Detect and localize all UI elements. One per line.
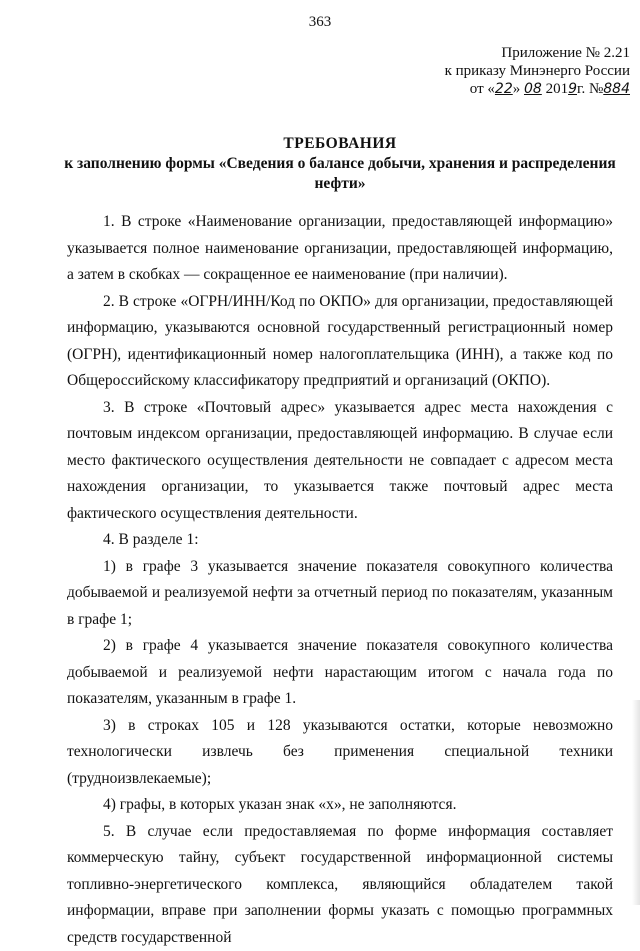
paragraph-5: 5. В случае если предоставляемая по форме информация составляет коммерческую тайну, субъект государственной информационной системы топливно-энергетического комплекса, являющийся обладателем такой информации, вправе при заполнении формы указать с помощью программных средств государственной bbox=[67, 819, 613, 951]
title-heading: ТРЕБОВАНИЯ bbox=[60, 134, 620, 154]
handwritten-month: 08 bbox=[524, 81, 542, 97]
appendix-line-1: Приложение № 2.21 bbox=[380, 44, 630, 62]
scan-edge-shadow bbox=[632, 700, 640, 905]
paragraph-2: 2. В строке «ОГРН/ИНН/Код по ОКПО» для организации, предоставляющей информацию, указываются основной государственный регистрационный номер (ОГРН), идентификационный номер налогоплательщика (ИНН), а также код по Общероссийскому классификатору предприятий и организаций (ОКПО). bbox=[67, 289, 613, 395]
appendix-header bbox=[380, 44, 630, 98]
document-body bbox=[67, 209, 613, 951]
title-subtitle: к заполнению формы «Сведения о балансе добычи, хранения и распределения нефти» bbox=[60, 154, 620, 194]
date-prefix: от « bbox=[470, 81, 495, 97]
paragraph-4-item-4: 4) графы, в которых указан знак «х», не заполняются. bbox=[67, 792, 613, 819]
paragraph-4-item-1: 1) в графе 3 указывается значение показателя совокупного количества добываемой и реализуемой нефти за отчетный период по показателям, указанным в графе 1; bbox=[67, 554, 613, 634]
appendix-line-2: к приказу Минэнерго России bbox=[380, 62, 630, 80]
paragraph-4: 4. В разделе 1: bbox=[67, 527, 613, 554]
handwritten-day: 22 bbox=[495, 81, 513, 97]
year-prefix: 201 bbox=[546, 81, 569, 97]
handwritten-year-digit: 9 bbox=[568, 81, 577, 97]
paragraph-1: 1. В строке «Наименование организации, предоставляющей информацию» указывается полное наименование организации, предоставляющей информацию, а затем в скобках — сокращенное ее наименование (при наличии). bbox=[67, 209, 613, 289]
paragraph-4-item-3: 3) в строках 105 и 128 указываются остатки, которые невозможно технологически извлечь без применения специальной техники (трудноизвлекаемые); bbox=[67, 713, 613, 793]
year-suffix: г. № bbox=[577, 81, 603, 97]
handwritten-order-number: 884 bbox=[603, 81, 630, 97]
appendix-date-line bbox=[380, 80, 630, 98]
paragraph-3: 3. В строке «Почтовый адрес» указывается адрес места нахождения с почтовым индексом организации, предоставляющей информацию. В случае если место фактического осуществления деятельности не совпадает с адресом места нахождения организации, то указывается также почтовый адрес места фактического осуществления деятельности. bbox=[67, 395, 613, 528]
date-mid: » bbox=[513, 81, 521, 97]
page-number: 363 bbox=[0, 14, 640, 31]
paragraph-4-item-2: 2) в графе 4 указывается значение показателя совокупного количества добываемой и реализуемой нефти нарастающим итогом с начала года по показателям, указанным в графе 1. bbox=[67, 633, 613, 713]
document-title bbox=[60, 134, 620, 194]
